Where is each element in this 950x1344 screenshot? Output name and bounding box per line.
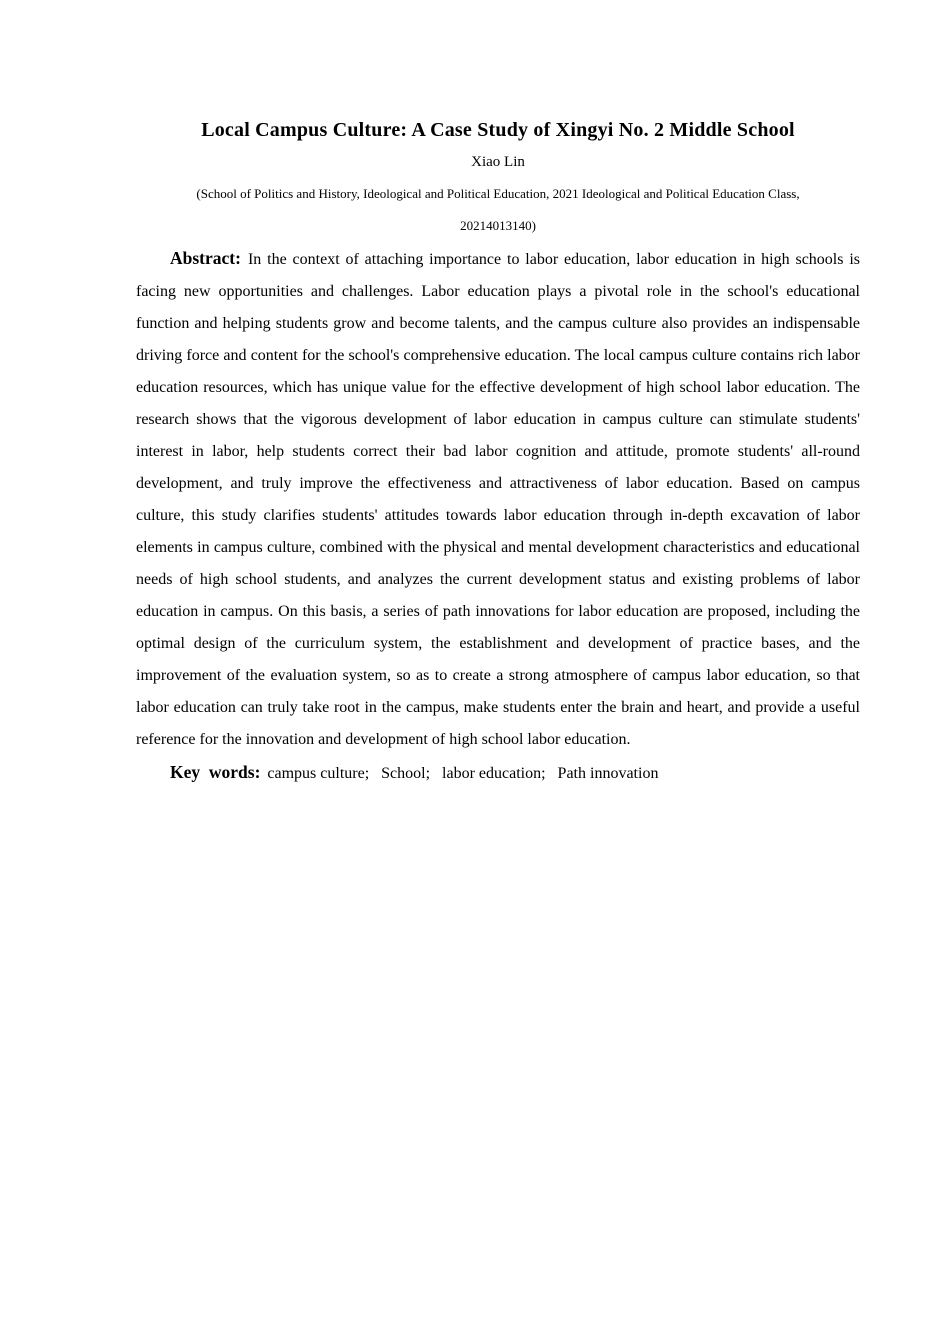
paper-title: Local Campus Culture: A Case Study of Xingyi No. 2 Middle School <box>201 119 795 141</box>
affiliation-line-1: (School of Politics and History, Ideological and Political Education, 2021 Ideological and Political Education Class, <box>196 186 800 201</box>
abstract-text: In the context of attaching importance to labor education, labor education in high schools is facing new opportunities and challenges. Labor education plays a pivotal role in the school's educational function and helping students grow and become talents, and the campus culture also provides an indispensable driving force and content for the school's comprehensive education. The local campus culture contains rich labor education resources, which has unique value for the effective development of high school labor education. The research shows that the vigorous development of labor education in campus culture can stimulate students' interest in labor, help students correct their bad labor cognition and attitude, promote students' all-round development, and truly improve the effectiveness and attractiveness of labor education. Based on campus culture, this study clarifies students' attitudes towards labor education through in-depth excavation of labor elements in campus culture, combined with the physical and mental development characteristics and educational needs of high school students, and analyzes the current development status and existing problems of labor education in campus. On this basis, a series of path innovations for labor education are proposed, including the optimal design of the curriculum system, the establishment and development of practice bases, and the improvement of the evaluation system, so as to create a strong atmosphere of campus labor education, so that labor education can truly take root in the campus, make students enter the brain and heart, and provide a useful reference for the innovation and development of high school labor education. <box>136 251 860 748</box>
abstract-label: Abstract: <box>170 248 241 268</box>
keywords-label: Key words: <box>170 762 261 782</box>
keywords-paragraph <box>136 756 860 790</box>
affiliation-line-2: 20214013140) <box>460 218 536 233</box>
author-name: Xiao Lin <box>471 154 525 170</box>
abstract-paragraph <box>136 242 860 756</box>
keywords-text: campus culture; School; labor education; Path innovation <box>267 765 659 782</box>
